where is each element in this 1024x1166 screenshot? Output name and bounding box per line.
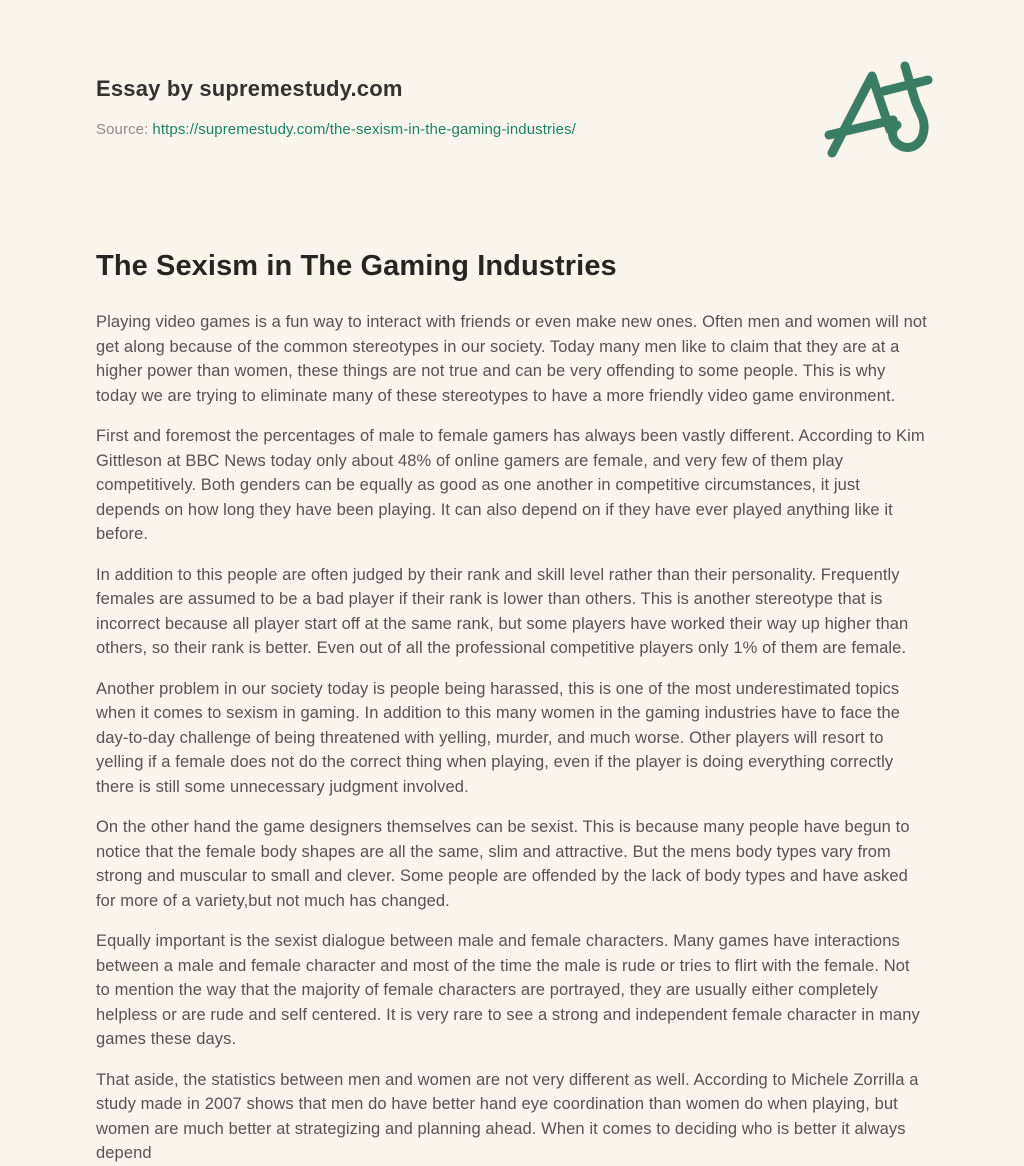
source-link[interactable]: https://supremestudy.com/the-sexism-in-the-gaming-industries/ <box>152 121 576 138</box>
source-label: Source: <box>96 121 149 138</box>
essay-paragraph: Equally important is the sexist dialogue between male and female characters. Many games have interactions between a male and female character and most of the time the male is rude or tries to flirt with the female. Not to mention the way that the majority of female characters are portrayed, they are usually either completely helpless or are rude and self centered. It is very rare to see a strong and independent female character in many games these days. <box>96 932 920 1048</box>
byline: Essay by supremestudy.com <box>96 76 403 101</box>
essay-paragraph: First and foremost the percentages of male to female gamers has always been vastly different. According to Kim Gittleson at BBC News today only about 48% of online gamers are female, and very few of them play competitively. Both genders can be equally as good as one another in competitive circumstances, it just depends on how long they have been playing. It can also depend on if they have ever played anything like it before. <box>96 427 925 543</box>
essay-paragraph: Playing video games is a fun way to interact with friends or even make new ones. Often men and women will not get along because of the common stereotypes in our society. Today many men like to claim that they are at a higher power than women, these things are not true and can be very offending to some people. This is why today we are trying to eliminate many of these stereotypes to have a more friendly video game environment. <box>96 313 927 405</box>
essay-title: The Sexism in The Gaming Industries <box>96 250 617 282</box>
logo-a-crossbar <box>829 120 893 135</box>
a-plus-logo-icon <box>821 60 946 172</box>
essay-body <box>96 310 928 1166</box>
essay-paragraph: In addition to this people are often judged by their rank and skill level rather than their personality. Frequently females are assumed to be a bad player if their rank is lower than others. This is another stereotype that is incorrect because all player start off at the same rank, but some players have worked their way up higher than others, so their rank is better. Even out of all the professional competitive players only 1% of them are female. <box>96 565 909 657</box>
essay-paragraph: On the other hand the game designers themselves can be sexist. This is because many people have begun to notice that the female body shapes are all the same, slim and attractive. But the mens body types vary from strong and muscular to small and clever. Some people are offended by the lack of body types and have asked for more of a variety,but not much has changed. <box>96 818 910 910</box>
source-line <box>96 121 928 138</box>
essay-paragraph: That aside, the statistics between men and women are not very different as well. According to Michele Zorrilla a study made in 2007 shows that men do have better hand eye coordination than women do when playing, but women are much better at strategizing and planning ahead. When it comes to deciding who is better it always depend <box>96 1070 919 1162</box>
essay-paragraph: Another problem in our society today is people being harassed, this is one of the most underestimated topics when it comes to sexism in gaming. In addition to this many women in the gaming industries have to face the day-to-day challenge of being threatened with yelling, murder, and much worse. Other players will resort to yelling if a female does not do the correct thing when playing, even if the player is doing everything correctly there is still some unnecessary judgment involved. <box>96 679 901 796</box>
